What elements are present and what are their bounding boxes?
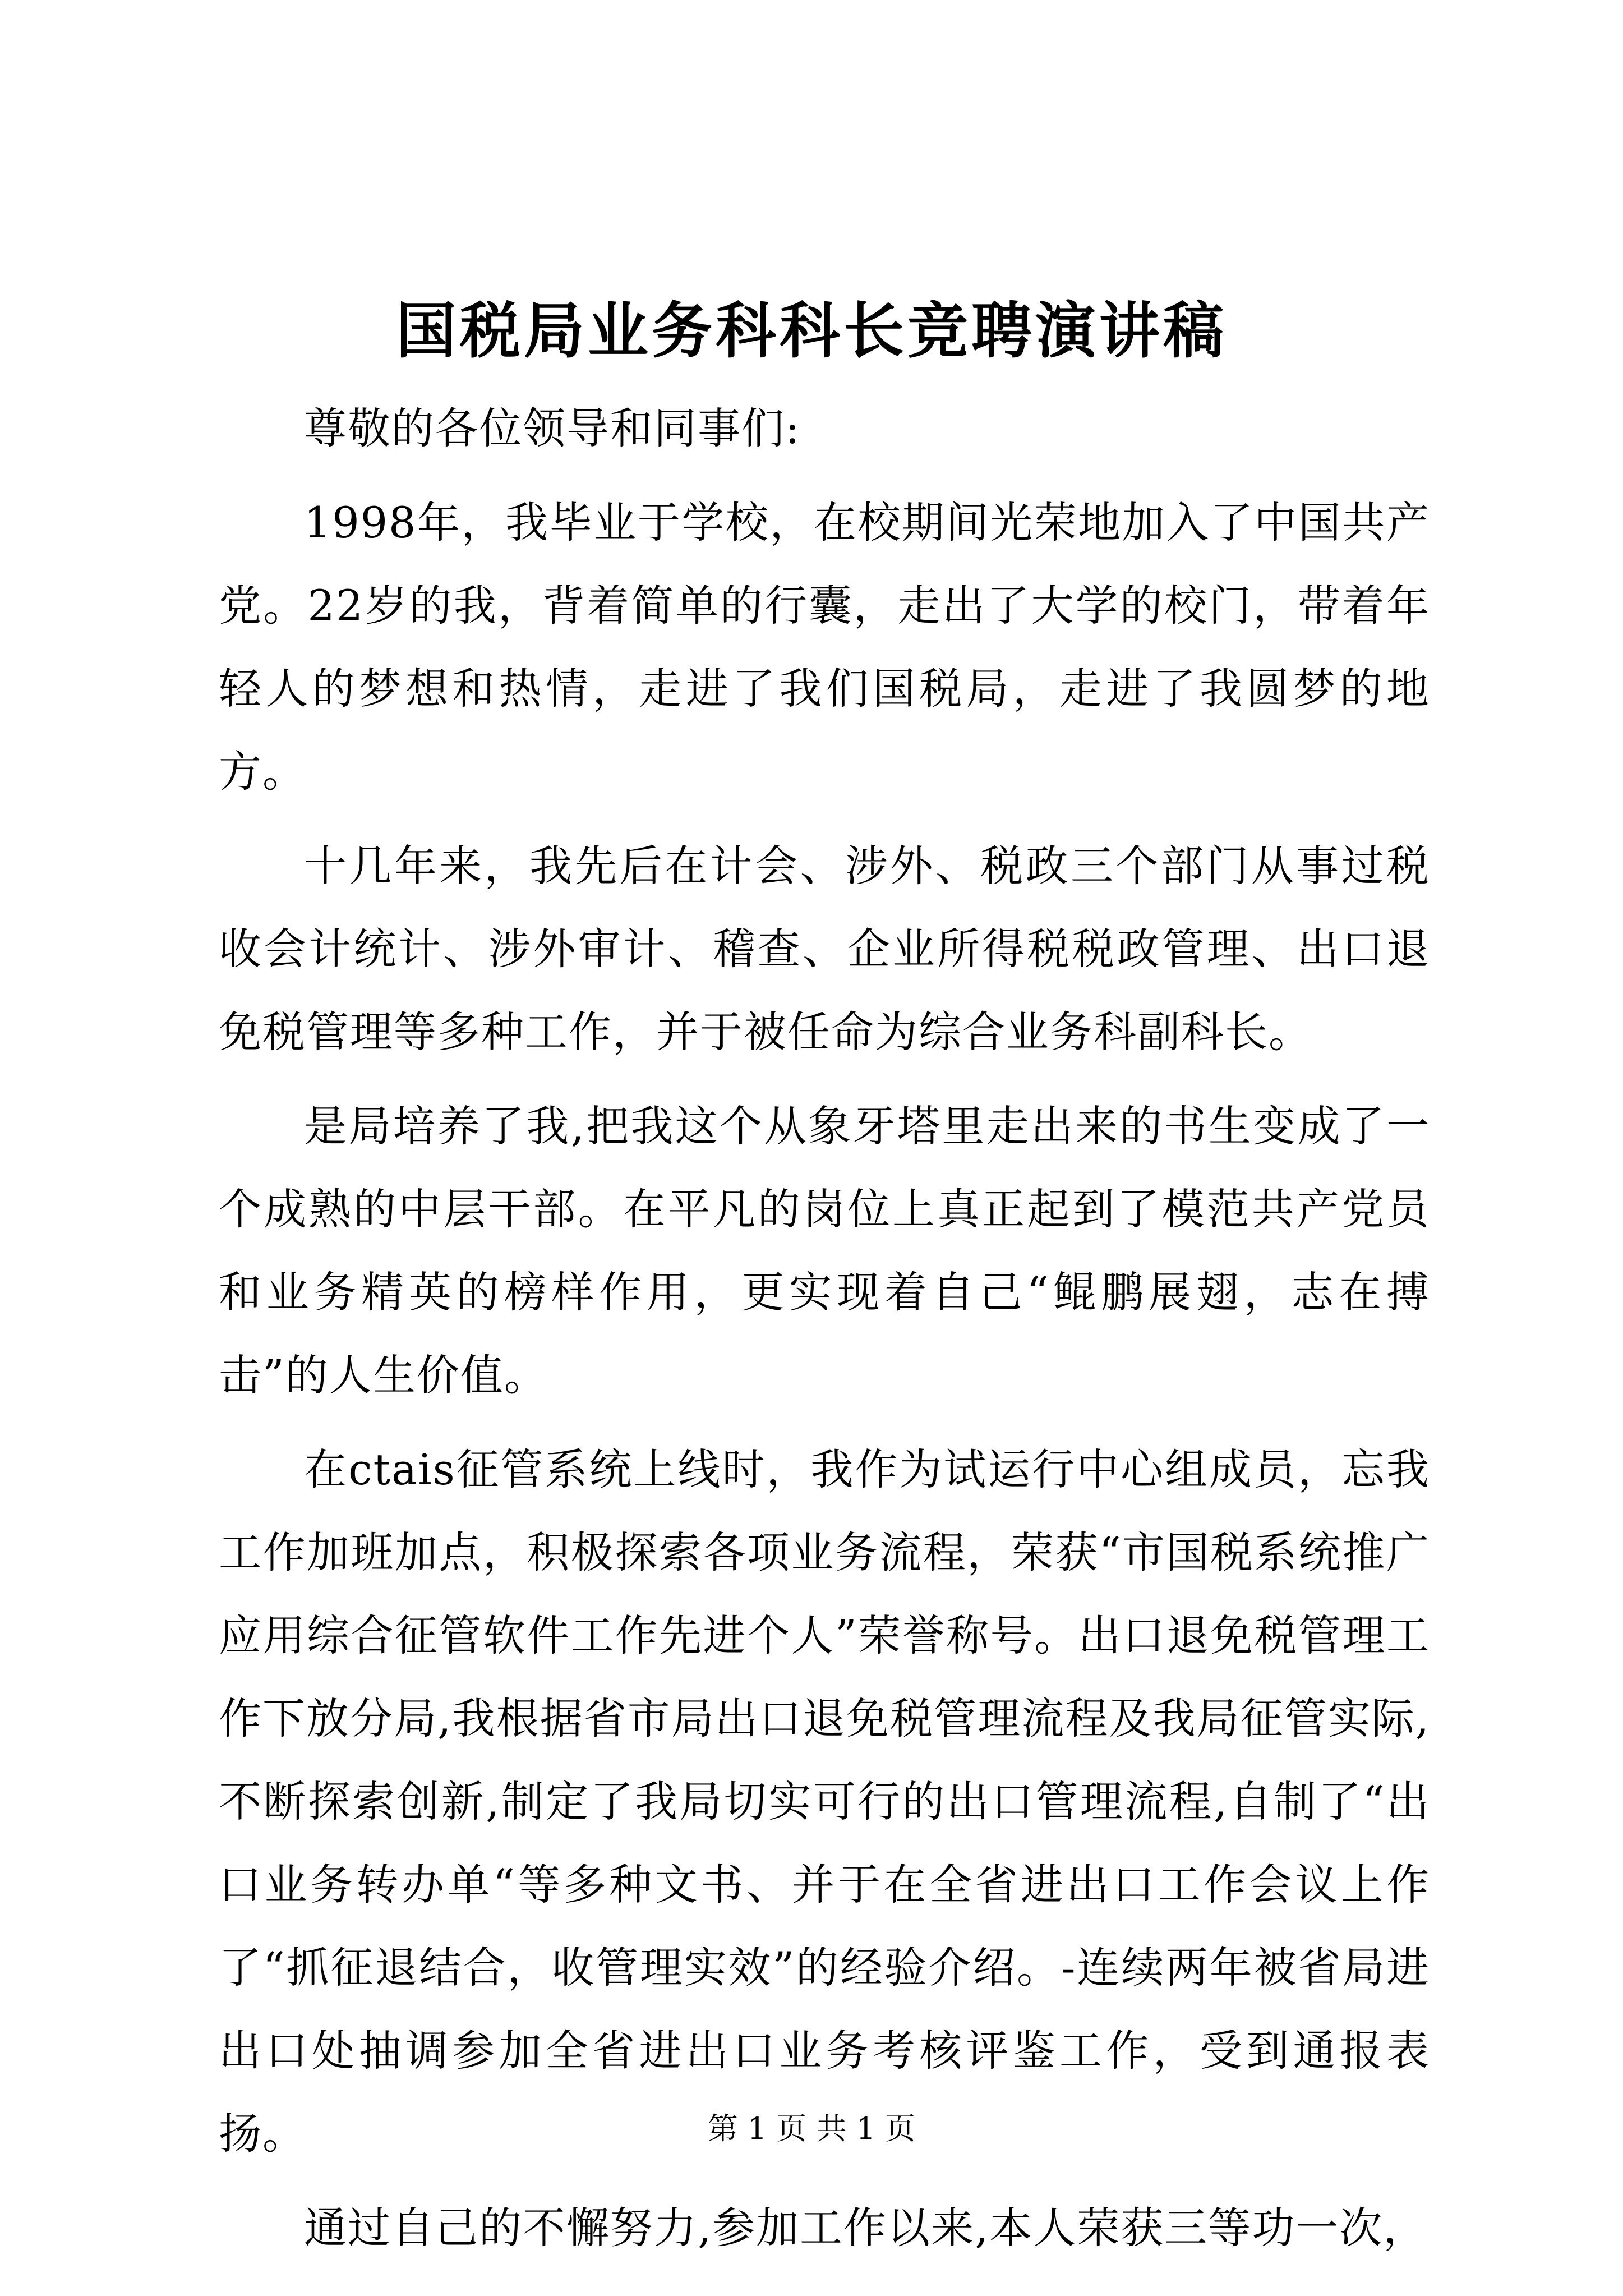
page-number-footer: 第 1 页 共 1 页 xyxy=(707,2111,916,2146)
document-body xyxy=(219,387,1430,2270)
body-paragraph: 通过自己的不懈努力,参加工作以来,本人荣获三等功一次， xyxy=(304,2203,1427,2253)
body-paragraph: 是局培养了我,把我这个从象牙塔里走出来的书生变成了一个成熟的中层干部。在平凡的岗位上真正起到了模范共产党员和业务精英的榜样作用，更实现着自己“鲲鹏展翅，志在搏击”的人生价值。 xyxy=(219,1101,1430,1400)
body-paragraph: 1998年，我毕业于学校，在校期间光荣地加入了中国共产党。22岁的我，背着简单的行囊，走出了大学的校门，带着年轻人的梦想和热情，走进了我们国税局，走进了我圆梦的地方。 xyxy=(219,498,1430,797)
salutation-paragraph: 尊敬的各位领导和同事们: xyxy=(304,403,801,453)
document-title: 国税局业务科科长竞聘演讲稿 xyxy=(395,296,1227,366)
body-paragraph: 十几年来，我先后在计会、涉外、税政三个部门从事过税收会计统计、涉外审计、稽查、企业所得税税政管理、出口退免税管理等多种工作，并于被任命为综合业务科副科长。 xyxy=(219,841,1430,1057)
body-paragraph: 在ctais征管系统上线时，我作为试运行中心组成员，忘我工作加班加点，积极探索各项业务流程，荣获“市国税系统推广应用综合征管软件工作先进个人”荣誉称号。出口退免税管理工作下放分局,我根据省市局出口退免税管理流程及我局征管实际,不断探索创新,制定了我局切实可行的出口管理流程,自制了“出口业务转办单“等多种文书、并于在全省进出口工作会议上作了“抓征退结合，收管理实效”的经验介绍。-连续两年被省局进出口处抽调参加全省进出口业务考核评鉴工作，受到通报表扬。 xyxy=(219,1444,1430,2159)
